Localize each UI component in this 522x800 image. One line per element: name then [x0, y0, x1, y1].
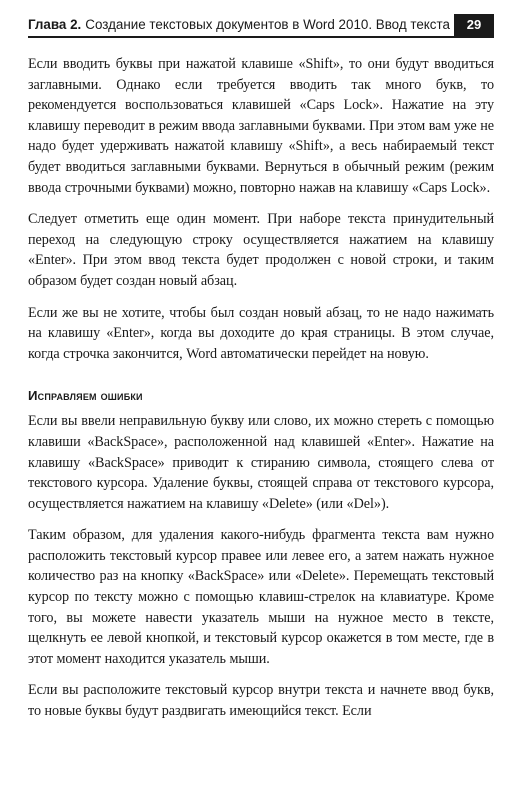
paragraph-enter-key: Следует отметить еще один момент. При наборе текста принудительный переход на следующую строку осуществляется нажатием на клавишу «Enter». При этом ввод текста будет продолжен с новой строки, и таким образом будет создан новый абзац.: [28, 211, 494, 289]
paragraph-auto-wrap: Если же вы не хотите, чтобы был создан новый абзац, то не надо нажимать на клавишу «Enter», когда вы доходите до края страницы. В этом случае, когда строчка закончится, Word автоматически перейдет на новую.: [28, 304, 494, 362]
body-text: [28, 54, 494, 722]
page-number: 29: [454, 14, 494, 36]
paragraph-backspace: Если вы ввели неправильную букву или слово, их можно стереть с помощью клавиши «BackSpace», расположенной над клавишей «Enter». Нажатие на клавишу «BackSpace» приводит к стиранию символа, стоящего слева от текстового курсора. Удаление буквы, стоящей справа от текстового курсора, осуществляется нажатием на клавишу «Delete» (или «Del»).: [28, 413, 494, 512]
section-heading: Исправляем ошибки: [28, 388, 143, 404]
chapter-label: Глава 2.: [28, 17, 82, 32]
paragraph-cursor-movement: Таким образом, для удаления какого-нибудь фрагмента текста вам нужно расположить текстовый курсор правее или левее его, а затем нажать нужное количество раз на кнопку «BackSpace» или «Delete». Перемещать текстовый курсор по тексту можно с помощью клавиш-стрелок на клавиатуре. Кроме того, вы можете навести указатель мыши на нужное место в тексте, щелкнуть ее левой кнопкой, и текстовый курсор окажется в том месте, где в этот момент находится указатель мыши.: [28, 527, 494, 667]
paragraph-caps-lock: Если вводить буквы при нажатой клавише «Shift», то они будут вводиться заглавными. Однако если требуется вводить так много букв, то рекомендуется воспользоваться клавишей «Caps Lock». Нажатие на эту клавишу переводит в режим ввода заглавными буквами. При этом вам уже не надо будет удерживать нажатой клавишу «Shift», а весь набираемый текст будет вводиться заглавными буквами. Вернуться в обычный режим (режим ввода строчными буквами) можно, повторно нажав на клавишу «Caps Lock».: [28, 56, 494, 196]
paragraph-insert-text: Если вы расположите текстовый курсор внутри текста и начнете ввод букв, то новые буквы будут раздвигать имеющийся текст. Если: [28, 682, 494, 720]
chapter-title: Создание текстовых документов в Word 2010. Ввод текста: [85, 17, 450, 32]
book-page: [28, 14, 494, 733]
running-header: [28, 14, 494, 38]
